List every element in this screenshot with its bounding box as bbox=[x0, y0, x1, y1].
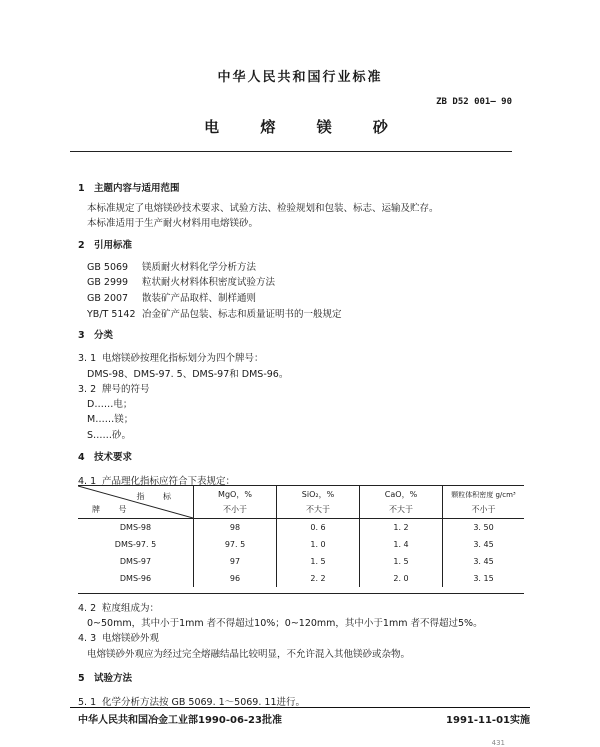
clause-3-2 bbox=[78, 381, 150, 395]
section-2-heading bbox=[78, 237, 132, 251]
reference-item bbox=[87, 274, 275, 288]
reference-code: YB/T 5142 bbox=[87, 309, 136, 320]
symbol-s: S……砂。 bbox=[87, 430, 132, 441]
section-4-heading bbox=[78, 449, 132, 463]
standard-code: ZB D52 001— 90 bbox=[436, 97, 512, 107]
reference-title: 散装矿产品取样、制样通则 bbox=[142, 293, 257, 304]
sio2-cell: 1. 0 bbox=[277, 536, 360, 553]
clause-3-1 bbox=[78, 350, 264, 364]
density-cell: 3. 45 bbox=[443, 536, 525, 553]
reference-item bbox=[87, 259, 256, 273]
column-name: CaO，% bbox=[384, 490, 418, 499]
table-row bbox=[78, 519, 524, 537]
approval-statement: 中华人民共和国冶金工业部1990-06-23批准 bbox=[78, 715, 282, 726]
clause-4-3-text: 电熔镁砂外观 bbox=[102, 633, 160, 644]
clause-3-1-number: 3. 1 bbox=[78, 353, 97, 364]
section-3-number: 3 bbox=[78, 330, 85, 341]
section-4-number: 4 bbox=[78, 452, 85, 463]
table-row bbox=[78, 570, 524, 587]
section-2-title: 引用标准 bbox=[94, 240, 133, 251]
mgo-cell: 97 bbox=[194, 553, 277, 570]
column-limit: 不大于 bbox=[306, 505, 330, 514]
symbol-d: D……电； bbox=[87, 399, 133, 410]
table-row bbox=[78, 553, 524, 570]
reference-item bbox=[87, 290, 256, 304]
grade-cell: DMS-98 bbox=[119, 523, 152, 532]
reference-title: 粒状耐火材料体积密度试验方法 bbox=[142, 277, 276, 288]
mgo-cell: 98 bbox=[194, 519, 277, 537]
section-5-heading bbox=[78, 670, 132, 684]
reference-code: GB 2999 bbox=[87, 277, 129, 288]
document-title: 电 熔 镁 砂 bbox=[204, 118, 406, 136]
clause-4-2 bbox=[78, 600, 159, 614]
cao-cell: 1. 2 bbox=[360, 519, 443, 537]
sio2-cell: 2. 2 bbox=[277, 570, 360, 587]
header-divider bbox=[70, 151, 512, 152]
column-limit: 不小于 bbox=[471, 504, 496, 514]
corner-label-indicator: 指 标 bbox=[136, 492, 179, 501]
page-number: 431 bbox=[491, 739, 505, 747]
sio2-cell: 1. 5 bbox=[277, 553, 360, 570]
column-limit: 不小于 bbox=[223, 505, 247, 514]
implementation-date: 1991-11-01实施 bbox=[446, 715, 530, 726]
section-1-title: 主题内容与适用范围 bbox=[94, 183, 180, 194]
grade-cell: DMS-96 bbox=[119, 574, 152, 583]
symbol-m: M……镁； bbox=[87, 414, 134, 425]
footer-divider bbox=[70, 707, 530, 708]
corner-label-grade: 牌 号 bbox=[92, 505, 135, 514]
clause-4-3-number: 4. 3 bbox=[78, 633, 97, 644]
column-name: 颗粒体积密度 g/cm³ bbox=[451, 490, 516, 499]
particle-size-detail: 0~50mm，其中小于1mm 者不得超过10%；0~120mm，其中小于1mm 者不得超过5%。 bbox=[87, 618, 483, 629]
cao-cell: 1. 5 bbox=[360, 553, 443, 570]
cao-cell: 1. 4 bbox=[360, 536, 443, 553]
clause-4-2-number: 4. 2 bbox=[78, 603, 97, 614]
clause-3-2-text: 牌号的符号 bbox=[102, 384, 150, 395]
cao-cell: 2. 0 bbox=[360, 570, 443, 587]
reference-title: 冶金矿产品包装、标志和质量证明书的一般规定 bbox=[142, 309, 342, 320]
table-bottom-rule bbox=[78, 593, 524, 594]
section-3-title: 分类 bbox=[94, 330, 114, 341]
reference-code: GB 2007 bbox=[87, 293, 129, 304]
grade-cell: DMS-97 bbox=[119, 557, 152, 566]
column-limit: 不大于 bbox=[389, 505, 413, 514]
appearance-detail: 电熔镁砂外观应为经过完全熔融结晶比较明显，不允许混入其他镁砂或杂物。 bbox=[87, 649, 411, 660]
sio2-cell: 0. 6 bbox=[277, 519, 360, 537]
clause-4-1-text: 产品理化指标应符合下表规定： bbox=[102, 476, 236, 487]
column-header-sio2 bbox=[277, 486, 360, 519]
clause-4-1-number: 4. 1 bbox=[78, 476, 97, 487]
mgo-cell: 96 bbox=[194, 570, 277, 587]
clause-4-2-text: 粒度组成为： bbox=[102, 603, 160, 614]
column-name: MgO，% bbox=[218, 490, 252, 499]
table-row bbox=[78, 536, 524, 553]
section-1-para-2: 本标准适用于生产耐火材料用电熔镁砂。 bbox=[87, 218, 259, 229]
grade-list: DMS-98、DMS-97. 5、DMS-97和 DMS-96。 bbox=[87, 369, 289, 380]
section-1-number: 1 bbox=[78, 183, 85, 194]
specification-table bbox=[78, 486, 524, 587]
section-4-title: 技术要求 bbox=[94, 452, 133, 463]
column-header-mgo bbox=[194, 486, 277, 519]
mgo-cell: 97. 5 bbox=[194, 536, 277, 553]
column-header-cao bbox=[360, 486, 443, 519]
table-corner-cell bbox=[78, 486, 194, 519]
density-cell: 3. 45 bbox=[443, 553, 525, 570]
reference-code: GB 5069 bbox=[87, 262, 129, 273]
clause-5-1-number: 5. 1 bbox=[78, 697, 97, 708]
standard-type-heading: 中华人民共和国行业标准 bbox=[217, 70, 383, 85]
clause-5-1-text: 化学分析方法按 GB 5069. 1～5069. 11进行。 bbox=[102, 697, 305, 708]
density-cell: 3. 50 bbox=[443, 519, 525, 537]
density-cell: 3. 15 bbox=[443, 570, 525, 587]
table-header-row bbox=[78, 486, 524, 519]
clause-3-2-number: 3. 2 bbox=[78, 384, 97, 395]
grade-cell: DMS-97. 5 bbox=[114, 540, 157, 549]
reference-item bbox=[87, 306, 342, 320]
section-2-number: 2 bbox=[78, 240, 85, 251]
clause-4-3 bbox=[78, 630, 159, 644]
section-5-title: 试验方法 bbox=[94, 673, 133, 684]
section-1-heading bbox=[78, 180, 180, 194]
clause-3-1-text: 电熔镁砂按理化指标划分为四个牌号： bbox=[102, 353, 264, 364]
section-3-heading bbox=[78, 327, 113, 341]
reference-title: 镁质耐火材料化学分析方法 bbox=[142, 262, 257, 273]
column-name: SiO₂，% bbox=[301, 490, 335, 499]
column-header-density bbox=[443, 486, 525, 519]
section-1-para-1: 本标准规定了电熔镁砂技术要求、试验方法、检验规划和包装、标志、运输及贮存。 bbox=[87, 203, 439, 214]
section-5-number: 5 bbox=[78, 673, 85, 684]
clause-5-1 bbox=[78, 694, 305, 708]
